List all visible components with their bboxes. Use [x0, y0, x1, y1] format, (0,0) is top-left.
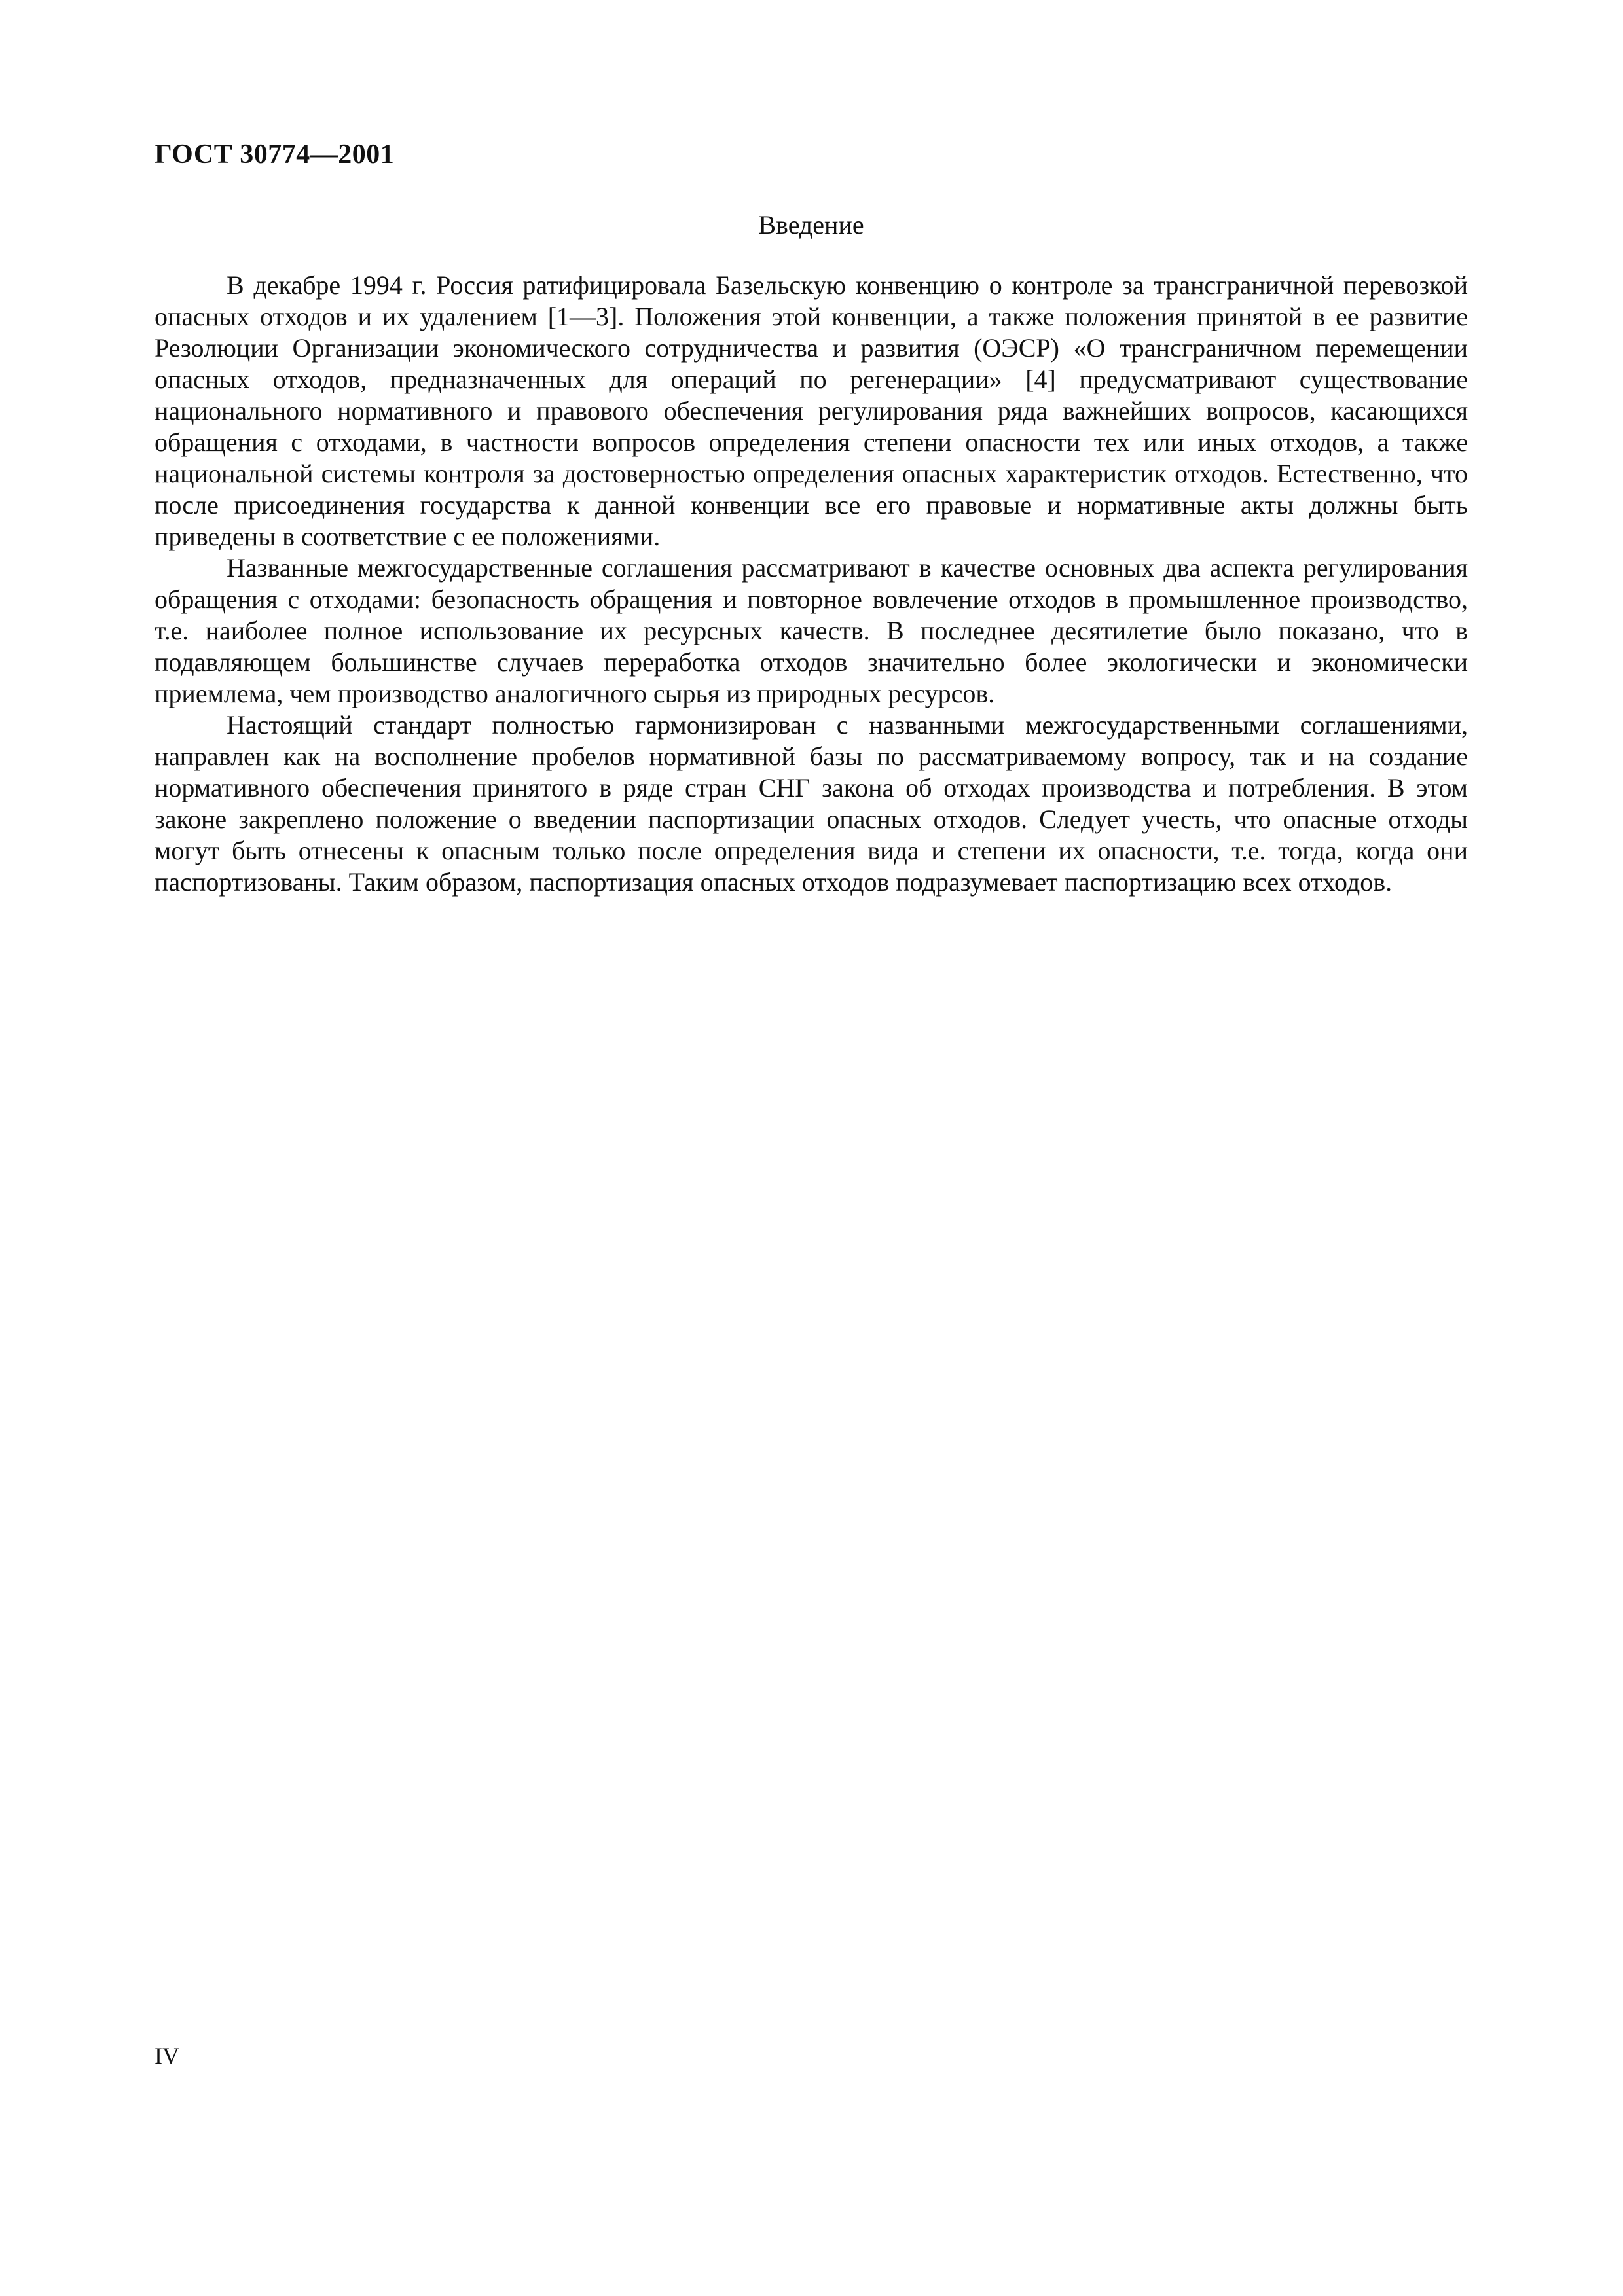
document-body: [155, 270, 1468, 898]
paragraph: В декабре 1994 г. Россия ратифицировала Базельскую конвенцию о контроле за трансграничной перевозкой опасных отходов и их удалением [1—3]. Положения этой конвенции, а также положения принятой в ее развитие Резолюции Организации экономического сотрудничества и развития (ОЭСР) «О трансграничном перемещении опасных отходов, предназначенных для операций по регенерации» [4] предусматривают существование национального нормативного и правового обеспечения регулирования ряда важнейших вопросов, касающихся обращения с отходами, в частности вопросов определения степени опасности тех или иных отходов, а также национальной системы контроля за достоверностью определения опасных характеристик отходов. Естественно, что после присоединения государства к данной конвенции все его правовые и нормативные акты должны быть приведены в соответствие с ее положениями.: [155, 270, 1468, 551]
paragraph: Названные межгосударственные соглашения рассматривают в качестве основных два аспекта регулирования обращения с отходами: безопасность обращения и повторное вовлечение отходов в промышленное производство, т.е. наиболее полное использование их ресурсных качеств. В последнее десятилетие было показано, что в подавляющем большинстве случаев переработка отходов значительно более экологически и экономически приемлема, чем производство аналогичного сырья из природных ресурсов.: [155, 553, 1468, 708]
document-header: ГОСТ 30774—2001: [155, 139, 395, 170]
page-number: IV: [155, 2043, 179, 2069]
section-title: Введение: [758, 210, 864, 240]
paragraph: Настоящий стандарт полностью гармонизирован с названными межгосударственными соглашениями, направлен как на восполнение пробелов нормативной базы по рассматриваемому вопросу, так и на создание нормативного обеспечения принятого в ряде стран СНГ закона об отходах производства и потребления. В этом законе закреплено положение о введении паспортизации опасных отходов. Следует учесть, что опасные отходы могут быть отнесены к опасным только после определения вида и степени их опасности, т.е. тогда, когда они паспортизованы. Таким образом, паспортизация опасных отходов подразумевает паспортизацию всех отходов.: [155, 710, 1468, 897]
